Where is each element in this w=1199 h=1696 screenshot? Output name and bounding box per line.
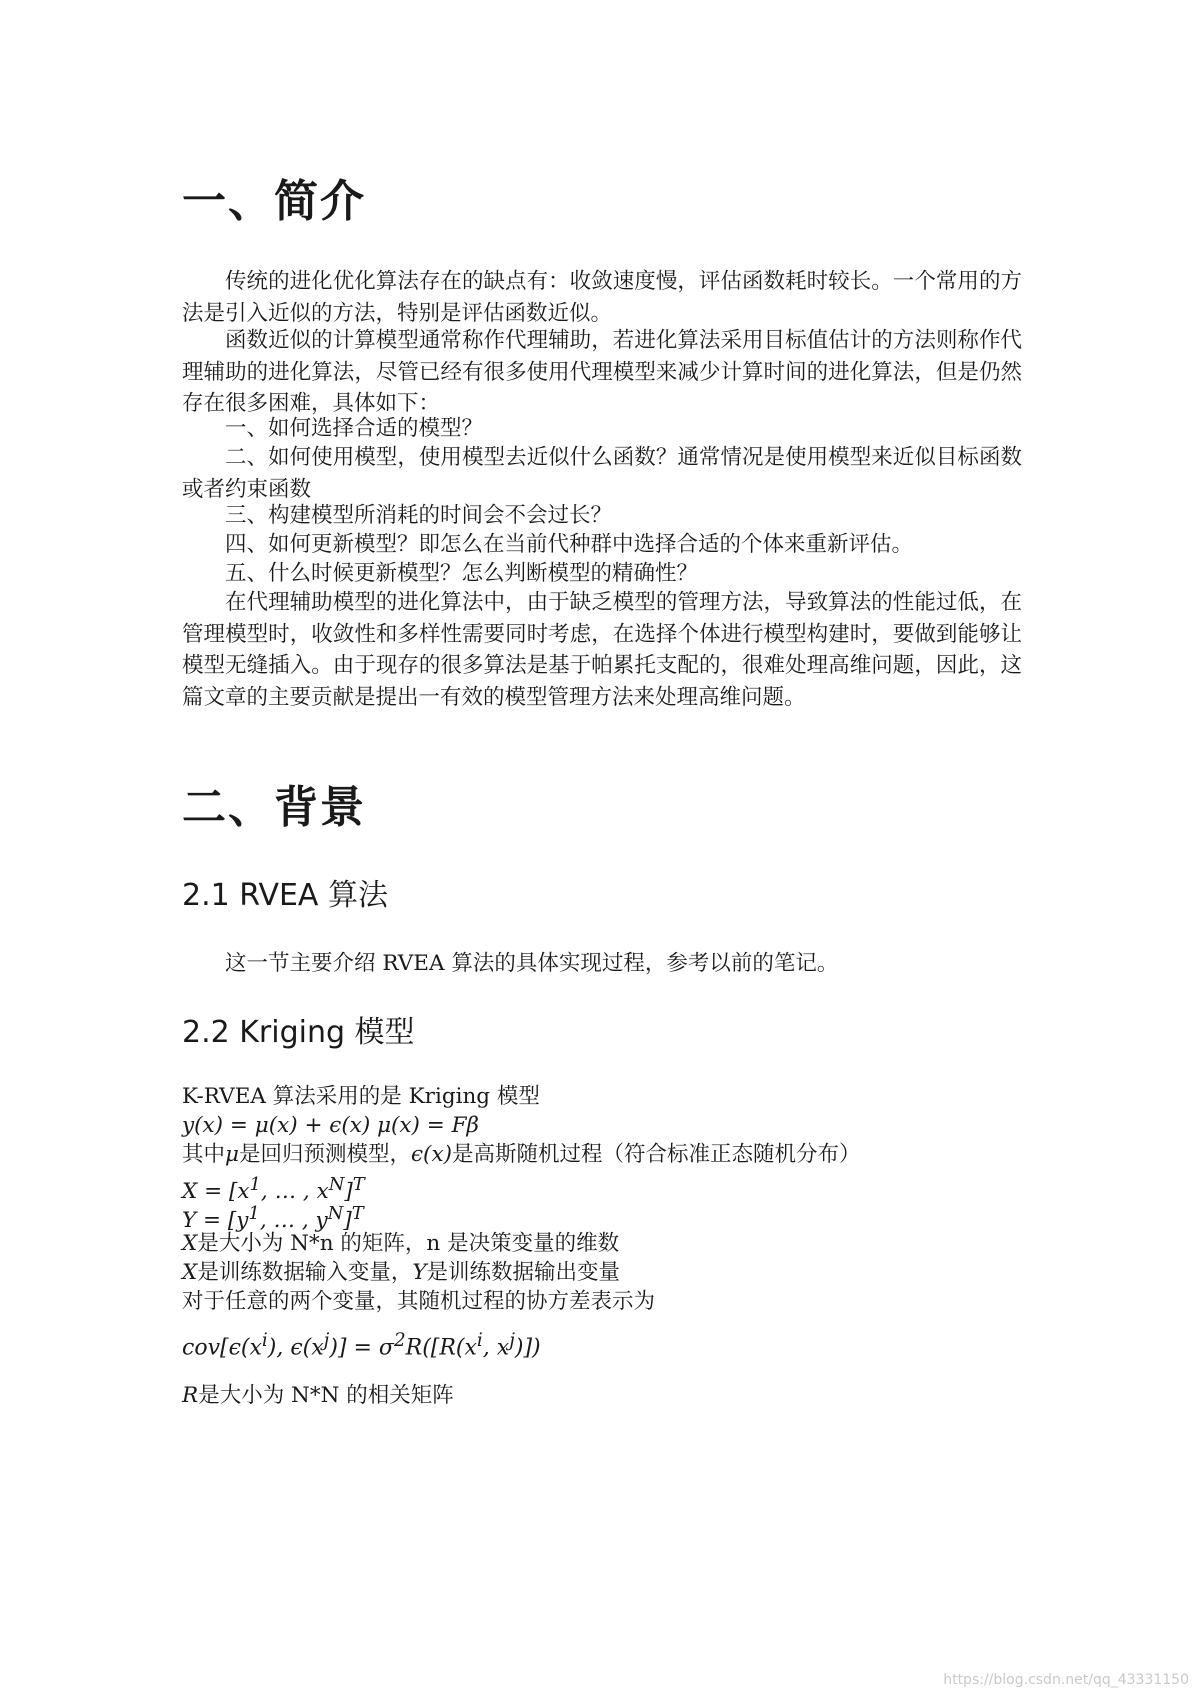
kriging-line-1: K-RVEA 算法采用的是 Kriging 模型 bbox=[182, 1084, 540, 1109]
math-segment: ] bbox=[344, 1179, 353, 1205]
math-var-y: Y bbox=[412, 1260, 427, 1285]
math-segment: , … , y bbox=[259, 1208, 328, 1234]
subsection-title-rvea: 2.1 RVEA 算法 bbox=[182, 878, 388, 913]
math-mu: μ bbox=[225, 1142, 239, 1167]
text-segment: 是大小为 N*N 的相关矩阵 bbox=[198, 1383, 454, 1408]
math-superscript: 1 bbox=[248, 1203, 260, 1224]
paragraph-2: 函数近似的计算模型通常称作代理辅助，若进化算法采用目标值估计的方法则称作代理辅助的进化算法，尽管已经有很多使用代理模型来减少计算时间的进化算法，但是仍然存在很多困难，具体如下： bbox=[182, 328, 1022, 416]
equation-covariance bbox=[182, 1330, 541, 1360]
question-3: 三、构建模型所消耗的时间会不会过长？ bbox=[225, 503, 613, 528]
math-segment: , … , x bbox=[260, 1179, 329, 1205]
text-segment: 是训练数据输出变量 bbox=[426, 1260, 621, 1285]
math-segment: X = [x bbox=[182, 1179, 250, 1205]
paragraph-1: 传统的进化优化算法存在的缺点有：收敛速度慢，评估函数耗时较长。一个常用的方法是引入近似的方法，特别是评估函数近似。 bbox=[182, 269, 1022, 326]
math-segment: Y = [y bbox=[182, 1208, 249, 1234]
math-segment: ), ϵ(x bbox=[267, 1335, 324, 1361]
math-var-r: R bbox=[182, 1383, 199, 1408]
math-superscript: j bbox=[323, 1330, 330, 1351]
section-title-background: 二、背景 bbox=[182, 782, 366, 833]
math-segment: ] bbox=[343, 1208, 352, 1234]
section-title-intro: 一、简介 bbox=[182, 176, 366, 227]
math-var-x: X bbox=[182, 1231, 198, 1256]
watermark: https://blog.csdn.net/qq_43331150 bbox=[943, 1672, 1189, 1688]
kriging-line-8: 对于任意的两个变量，其随机过程的协方差表示为 bbox=[182, 1289, 656, 1314]
text-segment: 是高斯随机过程（符合标准正态随机分布） bbox=[451, 1142, 861, 1167]
math-superscript: 1 bbox=[249, 1174, 261, 1195]
math-segment: , x bbox=[482, 1335, 510, 1361]
math-superscript: N bbox=[328, 1174, 345, 1195]
text-segment: 是回归预测模型， bbox=[239, 1142, 412, 1167]
math-segment: R([R(x bbox=[405, 1335, 477, 1361]
kriging-line-3 bbox=[182, 1139, 860, 1170]
math-superscript: T bbox=[351, 1203, 364, 1224]
math-superscript: T bbox=[352, 1174, 365, 1195]
math-superscript: i bbox=[261, 1330, 268, 1351]
text-segment: 是训练数据输入变量， bbox=[197, 1260, 413, 1285]
question-1: 一、如何选择合适的模型？ bbox=[225, 416, 484, 441]
math-epsilon: ϵ(x) bbox=[411, 1142, 452, 1167]
math-superscript: N bbox=[327, 1203, 344, 1224]
text-segment: 是大小为 N*n 的矩阵，n 是决策变量的维数 bbox=[197, 1231, 620, 1256]
kriging-line-6 bbox=[182, 1228, 619, 1259]
text-segment: 其中 bbox=[182, 1142, 226, 1167]
math-segment: cov[ϵ(x bbox=[182, 1335, 262, 1361]
kriging-line-10 bbox=[182, 1380, 454, 1411]
question-2: 二、如何使用模型，使用模型去近似什么函数？通常情况是使用模型来近似目标函数或者约束函数 bbox=[182, 445, 1022, 502]
paragraph-3: 在代理辅助模型的进化算法中，由于缺乏模型的管理方法，导致算法的性能过低，在管理模型时，收敛性和多样性需要同时考虑，在选择个体进行模型构建时，要做到能够让模型无缝插入。由于现存的很多算法是基于帕累托支配的，很难处理高维问题，因此，这篇文章的主要贡献是提出一有效的模型管理方法来处理高维问题。 bbox=[182, 590, 1022, 710]
math-superscript: i bbox=[476, 1330, 483, 1351]
math-segment: )] = σ bbox=[329, 1335, 394, 1361]
question-5: 五、什么时候更新模型？怎么判断模型的精确性？ bbox=[225, 561, 699, 586]
math-var-x: X bbox=[182, 1260, 198, 1285]
kriging-line-7 bbox=[182, 1257, 620, 1288]
subsection-title-kriging: 2.2 Kriging 模型 bbox=[182, 1015, 415, 1050]
math-superscript: j bbox=[509, 1330, 515, 1351]
equation-kriging-model: y(x) = μ(x) + ϵ(x) μ(x) = Fβ bbox=[182, 1113, 479, 1138]
question-4: 四、如何更新模型？即怎么在当前代种群中选择合适的个体来重新评估。 bbox=[225, 532, 914, 557]
rvea-paragraph: 这一节主要介绍 RVEA 算法的具体实现过程，参考以前的笔记。 bbox=[225, 951, 839, 976]
math-segment: )]) bbox=[514, 1335, 541, 1361]
math-superscript: 2 bbox=[393, 1330, 406, 1351]
